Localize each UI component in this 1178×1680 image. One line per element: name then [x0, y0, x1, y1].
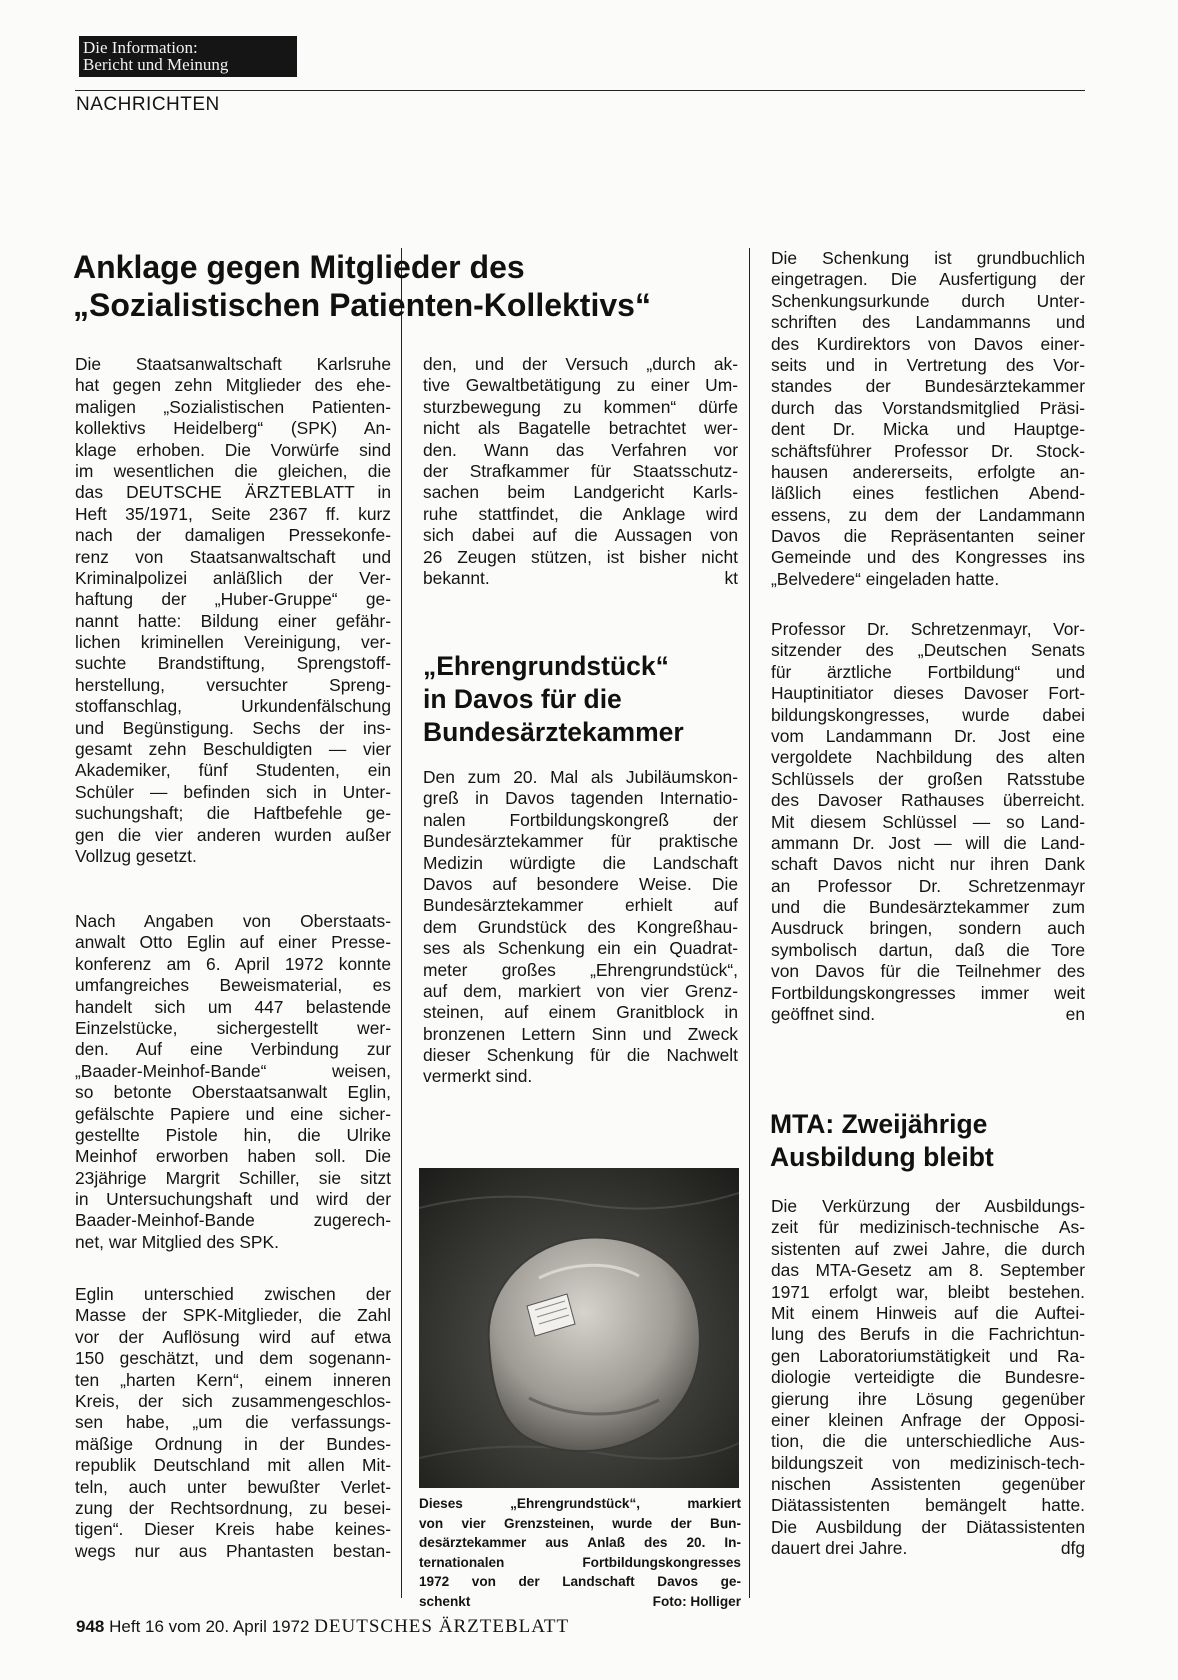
column-divider-2 — [749, 248, 750, 1598]
headline-line: Anklage gegen Mitglieder des — [73, 249, 525, 285]
text-line: Mit einem Hinweis auf die Auftei- — [771, 1302, 1085, 1323]
text-line: anwalt Otto Eglin auf einer Presse- — [75, 932, 391, 953]
text-line: Kriminalpolizei anläßlich der Ver- — [75, 567, 391, 588]
text-line — [771, 1538, 1085, 1559]
text-line: „Belvedere“ eingeladen hatte. — [771, 568, 1000, 589]
caption-line: Dieses „Ehrengrundstück“, markiert — [419, 1496, 741, 1511]
caption-line: desärztekammer aus Anlaß des 20. In- — [419, 1535, 741, 1551]
article-1-paragraph-1 — [75, 354, 391, 867]
article-1-continuation — [423, 354, 738, 589]
last-line: bekannt. — [423, 567, 490, 588]
text-line: Einzelstücke, sichergestellt wer- — [75, 1017, 391, 1038]
text-line: steinen, auf einem Granitblock in — [423, 1002, 738, 1023]
text-line: einer kleinen Anfrage der Opposi- — [771, 1409, 1085, 1430]
text-line: ten „harten Kern“, einem inneren — [75, 1369, 391, 1390]
page-number: 948 — [76, 1617, 105, 1636]
text-line: standes der Bundesärztekammer — [771, 376, 1085, 397]
text-line: hausen andererseits, erfolgte an- — [771, 461, 1085, 482]
headline-line: in Davos für die — [423, 684, 622, 714]
text-line: bildungskongresses, wurde dabei — [771, 704, 1085, 725]
text-line: Vollzug gesetzt. — [75, 845, 197, 866]
text-line: lung des Berufs in die Fachrichtun- — [771, 1324, 1085, 1345]
text-line — [771, 1004, 1085, 1025]
text-line: dem Grundstück des Kongreßhau- — [423, 916, 738, 937]
text-line: Mit diesem Schlüssel — so Land- — [771, 811, 1085, 832]
text-line: umfangreiches Beweismaterial, es — [75, 975, 391, 996]
headline-line: „Ehrengrundstück“ — [423, 651, 669, 681]
text-line: Die Ausbildung der Diätassistenten — [771, 1516, 1085, 1537]
text-line: wegs nur aus Phantasten bestan- — [75, 1540, 391, 1561]
text-line: zeit für medizinisch-technische As- — [771, 1217, 1085, 1238]
text-line: 26 Zeugen stützen, ist bisher nicht — [423, 546, 738, 567]
text-line: seits und in Vertretung des Vor- — [771, 354, 1085, 375]
text-line: Die Verkürzung der Ausbildungs- — [771, 1196, 1085, 1216]
text-line: nalen Fortbildungskongreß der — [423, 809, 738, 830]
text-line: gefälschte Papiere und eine sicher- — [75, 1103, 391, 1124]
article-2-column-3-paragraph-1 — [771, 248, 1085, 590]
text-line: diologie verteidigte die Bundesre- — [771, 1367, 1085, 1388]
text-line: im wesentlichen die gleichen, die — [75, 460, 391, 481]
text-line: ammann Dr. Jost — will die Land- — [771, 832, 1085, 853]
caption-line: ternationalen Fortbildungskongresses — [419, 1554, 741, 1570]
text-line: Baader-Meinhof-Bande zugerech- — [75, 1210, 391, 1231]
text-line: nicht als Bagatelle betrachtet wer- — [423, 418, 738, 439]
text-line: Davos die Repräsentanten seiner — [771, 526, 1085, 547]
caption-line — [419, 1592, 741, 1612]
rubric-box — [79, 36, 297, 77]
text-line — [423, 568, 738, 589]
text-line: Nach Angaben von Oberstaats- — [75, 911, 391, 931]
text-line: Eglin unterschied zwischen der — [75, 1284, 391, 1304]
text-line: läßlich eines festlichen Abend- — [771, 483, 1085, 504]
text-line: tive Gewaltbetätigung zu einer Um- — [423, 375, 738, 396]
text-line: hat gegen zehn Mitglieder des ehe- — [75, 375, 391, 396]
text-line: gen Laboratoriumstätigkeit und Ra- — [771, 1345, 1085, 1366]
text-line: gierung ihre Lösung gegenüber — [771, 1388, 1085, 1409]
headline-line: MTA: Zweijährige — [770, 1109, 988, 1139]
text-line: Meinhof erworben haben soll. Die — [75, 1146, 391, 1167]
text-line: nischen Assistenten gegenüber — [771, 1474, 1085, 1495]
text-line: Schüler — befinden sich in Unter- — [75, 781, 391, 802]
text-line: klage erhoben. Die Vorwürfe sind — [75, 439, 391, 460]
journal-masthead: DEUTSCHES ÄRZTEBLATT — [314, 1616, 570, 1637]
text-line: und die Bundesärztekammer zum — [771, 897, 1085, 918]
text-line: sturzbewegung zu kommen“ dürfe — [423, 396, 738, 417]
text-line: maligen „Sozialistischen Patienten- — [75, 396, 391, 417]
text-line: handelt sich um 447 belastende — [75, 996, 391, 1017]
text-line: Schlüssels der großen Ratsstube — [771, 768, 1085, 789]
text-line: gesamt zehn Beschuldigten — vier — [75, 739, 391, 760]
text-line: 23jährige Margrit Schiller, sie sitzt — [75, 1167, 391, 1188]
text-line: auf dem, markiert von vier Grenz- — [423, 980, 738, 1001]
text-line: Den zum 20. Mal als Jubiläumskon- — [423, 767, 738, 787]
article-2-column-3-paragraph-2 — [771, 619, 1085, 1025]
caption-line: 1972 von der Landschaft Davos ge- — [419, 1574, 741, 1590]
text-line: zung der Rechtsordnung, zu besei- — [75, 1497, 391, 1518]
photo-caption — [419, 1494, 741, 1612]
headline-line: Ausbildung bleibt — [770, 1142, 994, 1172]
text-line: tigen“. Dieser Kreis habe keines- — [75, 1519, 391, 1540]
text-line: so betonte Oberstaatsanwalt Eglin, — [75, 1082, 391, 1103]
author-signature: dfg — [1060, 1538, 1085, 1559]
text-line: Ausdruck bringen, sondern auch — [771, 918, 1085, 939]
text-line: ses als Schenkung ein ein Quadrat- — [423, 938, 738, 959]
top-rule — [75, 90, 1085, 91]
text-line: bronzenen Lettern Sinn und Zweck — [423, 1023, 738, 1044]
text-line: schaft Davos nicht nur ihren Dank — [771, 854, 1085, 875]
page-footer — [76, 1616, 569, 1638]
last-line: dauert drei Jahre. — [771, 1538, 908, 1559]
text-line: den. Auf eine Verbindung zur — [75, 1039, 391, 1060]
author-signature: kt — [724, 567, 738, 588]
article-1-paragraph-2 — [75, 911, 391, 1253]
text-line: dieser Schenkung für die Nachwelt — [423, 1045, 738, 1066]
section-label: NACHRICHTEN — [76, 94, 220, 115]
rubric-line-2: Bericht und Meinung — [83, 55, 229, 74]
text-line: Bundesärztekammer für praktische — [423, 831, 738, 852]
text-line: sich dabei auf die Aussagen von — [423, 525, 738, 546]
article-2-body — [423, 767, 738, 1088]
text-line: vermerkt sind. — [423, 1066, 533, 1087]
text-line: nach der damaligen Pressekonfe- — [75, 525, 391, 546]
text-line: dent Dr. Micka und Hauptge- — [771, 419, 1085, 440]
text-line: Bundesärztekammer erhielt auf — [423, 895, 738, 916]
text-line: net, war Mitglied des SPK. — [75, 1231, 279, 1252]
text-line: gen die vier anderen wurden außer — [75, 824, 391, 845]
article-1-paragraph-3 — [75, 1284, 391, 1562]
text-line: suchte Brandstiftung, Sprengstoff- — [75, 653, 391, 674]
text-line: meter großes „Ehrengrundstück“, — [423, 959, 738, 980]
text-line: gestellte Pistole hin, die Ulrike — [75, 1124, 391, 1145]
text-line: sitzender des „Deutschen Senats — [771, 640, 1085, 661]
granite-block-photo — [419, 1168, 739, 1488]
text-line: schriften des Landammanns und — [771, 312, 1085, 333]
text-line: herstellung, versuchter Spreng- — [75, 674, 391, 695]
text-line: in Untersuchungshaft und wird der — [75, 1189, 391, 1210]
text-line: sachen beim Landgericht Karls- — [423, 482, 738, 503]
text-line: vergoldete Nachbildung des alten — [771, 747, 1085, 768]
text-line: nannt hatte: Bildung einer gefähr- — [75, 610, 391, 631]
text-line: Hauptinitiator dieses Davoser Fort- — [771, 683, 1085, 704]
text-line: vor der Auflösung wird auf etwa — [75, 1326, 391, 1347]
article-3-body — [771, 1196, 1085, 1560]
text-line: den, und der Versuch „durch ak- — [423, 354, 738, 374]
text-line: für ärztliche Fortbildung“ und — [771, 661, 1085, 682]
text-line: mäßige Ordnung in der Bundes- — [75, 1433, 391, 1454]
text-line: tion, die die unterschiedliche Aus- — [771, 1431, 1085, 1452]
text-line: renz von Staatsanwaltschaft und — [75, 546, 391, 567]
headline-line: „Sozialistischen Patienten-Kollektivs“ — [73, 287, 651, 323]
text-line: republik Deutschland mit allen Mit- — [75, 1455, 391, 1476]
text-line: haftung der „Huber-Gruppe“ ge- — [75, 589, 391, 610]
column-divider-1 — [401, 248, 402, 1598]
text-line: Medizin würdigte die Landschaft — [423, 852, 738, 873]
text-line: stoffanschlag, Urkundenfälschung — [75, 696, 391, 717]
text-line: greß in Davos tagenden Internatio- — [423, 788, 738, 809]
last-line: geöffnet sind. — [771, 1004, 876, 1025]
text-line: das MTA-Gesetz am 8. September — [771, 1260, 1085, 1281]
text-line: suchungshaft; die Haftbefehle ge- — [75, 803, 391, 824]
text-line: Davos auf besondere Weise. Die — [423, 873, 738, 894]
text-line: essens, zu dem der Landammann — [771, 504, 1085, 525]
text-line: Professor Dr. Schretzenmayr, Vor- — [771, 619, 1085, 639]
text-line: bildungszeit von medizinisch-tech- — [771, 1452, 1085, 1473]
caption-last-line: schenkt — [419, 1593, 471, 1609]
text-line: Akademiker, fünf Studenten, ein — [75, 760, 391, 781]
text-line: konferenz am 6. April 1972 konnte — [75, 953, 391, 974]
text-line: Die Schenkung ist grundbuchlich — [771, 248, 1085, 268]
text-line: Gemeinde und des Kongresses ins — [771, 547, 1085, 568]
text-line: der Strafkammer für Staatsschutz- — [423, 460, 738, 481]
text-line: Heft 35/1971, Seite 2367 ff. kurz — [75, 503, 391, 524]
text-line: an Professor Dr. Schretzenmayr — [771, 875, 1085, 896]
text-line: schäftsführer Professor Dr. Stock- — [771, 440, 1085, 461]
text-line: Kreis, der sich zusammengeschlos- — [75, 1390, 391, 1411]
photo-credit: Foto: Holliger — [652, 1593, 741, 1609]
text-line: sistenten auf zwei Jahre, die durch — [771, 1238, 1085, 1259]
caption-line: von vier Grenzsteinen, wurde der Bun- — [419, 1515, 741, 1531]
headline-line: Bundesärztekammer — [423, 717, 684, 747]
text-line: des Davoser Rathauses überreicht. — [771, 790, 1085, 811]
text-line: kollektivs Heidelberg“ (SPK) An- — [75, 418, 391, 439]
text-line: durch das Vorstandsmitglied Präsi- — [771, 397, 1085, 418]
text-line: vom Landammann Dr. Jost eine — [771, 725, 1085, 746]
text-line: eingetragen. Die Ausfertigung der — [771, 269, 1085, 290]
text-line: symbolisch dartun, daß die Tore — [771, 939, 1085, 960]
text-line: Diätassistenten bemängelt hatte. — [771, 1495, 1085, 1516]
text-line: 1971 erfolgt war, bleibt bestehen. — [771, 1281, 1085, 1302]
article-3-headline — [770, 1108, 994, 1174]
text-line: von Davos für die Teilnehmer des — [771, 961, 1085, 982]
text-line: und Begünstigung. Sechs der ins- — [75, 717, 391, 738]
text-line: teln, auch unter bewußter Verlet- — [75, 1476, 391, 1497]
text-line: Masse der SPK-Mitglieder, die Zahl — [75, 1305, 391, 1326]
text-line: Schenkungsurkunde durch Unter- — [771, 290, 1085, 311]
author-signature: en — [1065, 1004, 1085, 1025]
text-line: das DEUTSCHE ÄRZTEBLATT in — [75, 482, 391, 503]
text-line: sen habe, „um die verfassungs- — [75, 1412, 391, 1433]
text-line: „Baader-Meinhof-Bande“ weisen, — [75, 1060, 391, 1081]
text-line: 150 geschätzt, und dem sogenann- — [75, 1348, 391, 1369]
text-line: Fortbildungskongresses immer weit — [771, 982, 1085, 1003]
text-line: Die Staatsanwaltschaft Karlsruhe — [75, 354, 391, 374]
issue-info: Heft 16 vom 20. April 1972 — [109, 1617, 310, 1636]
rubric-line-1: Die Information: — [83, 38, 198, 57]
text-line: ruhe stattfindet, die Anklage wird — [423, 503, 738, 524]
text-line: lichen kriminellen Vereinigung, ver- — [75, 632, 391, 653]
article-2-headline — [423, 650, 684, 749]
text-line: den. Wann das Verfahren vor — [423, 439, 738, 460]
article-1-headline — [73, 248, 651, 324]
text-line: des Kurdirektors von Davos einer- — [771, 333, 1085, 354]
